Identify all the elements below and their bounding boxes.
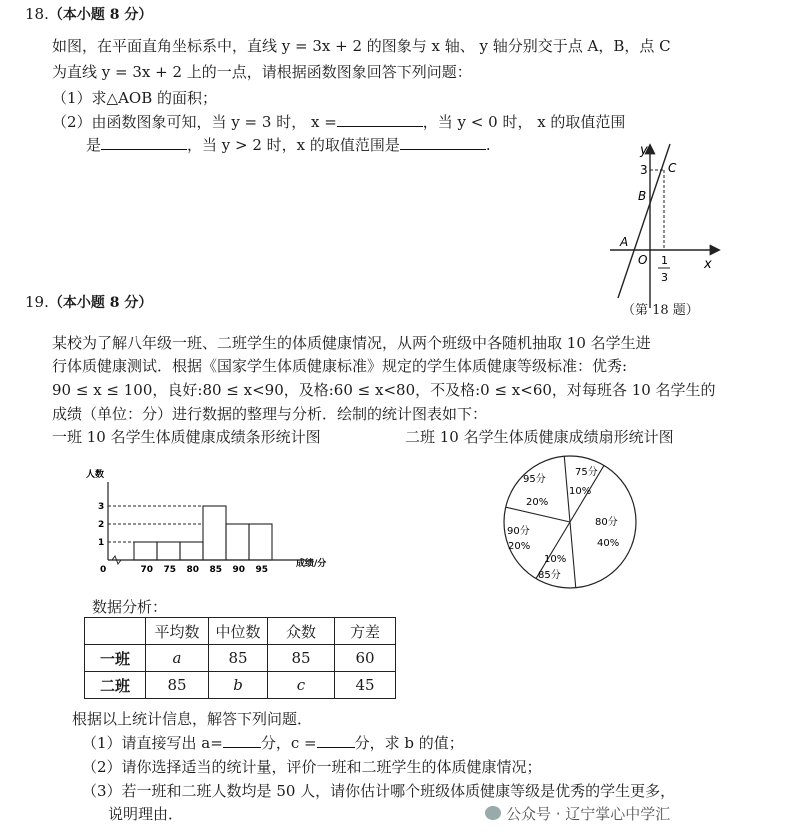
bar-xtick-95: 95 (255, 565, 269, 575)
pie-label-80: 80分 (595, 517, 618, 528)
frac-den: 3 (661, 271, 668, 284)
bar-xlabel: 成绩/分 (296, 559, 327, 569)
analysis-label: 数据分析： (92, 598, 168, 616)
wechat-icon (485, 806, 501, 820)
bar-xtick-70: 70 (140, 565, 154, 575)
bar-ytick-3: 3 (98, 502, 105, 512)
bar-80 (180, 542, 203, 560)
q19-p3: 90 ≤ x ≤ 100，良好:80 ≤ x<90，及格:60 ≤ x<80，不及格:0 ≤ x<60，对每班各 10 名学生的 (52, 381, 716, 399)
q19-number: 19.（本小题 8 分） (25, 293, 153, 311)
pie-divider-4 (506, 507, 570, 522)
bar-95 (249, 524, 272, 560)
table-cell: 85 (146, 672, 209, 699)
pie-pct-90: 20% (508, 541, 531, 552)
bar-xtick-75: 75 (163, 565, 177, 575)
stats-table (84, 617, 396, 699)
pie-pct-75: 10% (569, 486, 592, 497)
q18-figure (600, 138, 740, 318)
table-row-label: 二班 (85, 672, 146, 699)
q19-blank-c (317, 747, 355, 748)
bar-75 (157, 542, 180, 560)
watermark: 公众号 · 辽宁掌心中学汇 (485, 803, 670, 824)
table-cell: a (146, 645, 209, 672)
origin-label: O (638, 253, 648, 267)
table-header-cell: 中位数 (209, 618, 268, 645)
q18-blank-3 (400, 149, 486, 150)
q19-p2: 行体质健康测试．根据《国家学生体质健康标准》规定的学生体质健康等级标准：优秀: (52, 357, 628, 375)
table-header-cell: 平均数 (146, 618, 209, 645)
q18-blank-2 (101, 149, 187, 150)
pie-pct-95: 20% (526, 497, 549, 508)
pie-chart-title: 二班 10 名学生体质健康成绩扇形统计图 (405, 428, 674, 446)
bar-ytick-2: 2 (98, 520, 105, 530)
y-axis-label: y (640, 143, 648, 158)
bar-ytick-1: 1 (98, 538, 105, 548)
frac-num: 1 (661, 254, 668, 267)
bar-chart (78, 462, 378, 577)
table-row-label: 一班 (85, 645, 146, 672)
pie-label-85: 85分 (538, 570, 561, 581)
table-cell: c (268, 672, 335, 699)
bar-70 (134, 542, 157, 560)
q19-header: （本小题 8 分） (48, 295, 153, 311)
pie-chart (490, 452, 650, 592)
q19-blank-a (223, 747, 261, 748)
q18-line1: 如图，在平面直角坐标系中，直线 y = 3x + 2 的图象与 x 轴、 y 轴分别交于点 A，B，点 C (52, 37, 671, 55)
pie-label-90: 90分 (507, 526, 530, 537)
bar-ylabel: 人数 (86, 470, 105, 480)
bar-chart-title: 一班 10 名学生体质健康成绩条形统计图 (52, 428, 321, 446)
table-cell: 85 (268, 645, 335, 672)
q18-sub2-line1: （2）由函数图象可知，当 y = 3 时， x = ，当 y < 0 时， x 的取值范围 (52, 113, 626, 131)
point-a-label: A (620, 235, 629, 249)
pie-pct-80: 40% (597, 538, 620, 549)
pie-pct-85: 10% (544, 554, 567, 565)
point-b-label: B (638, 189, 647, 203)
bar-90 (226, 524, 249, 560)
q19-p4: 成绩（单位：分）进行数据的整理与分析．绘制的统计图表如下： (52, 405, 488, 423)
bar-ytick-0: 0 (100, 565, 107, 575)
point-c-label: C (668, 161, 677, 175)
pie-divider-2 (570, 522, 576, 588)
bar-xtick-80: 80 (186, 565, 200, 575)
table-cell: 60 (335, 645, 396, 672)
table-cell: 85 (209, 645, 268, 672)
q18-number: 18.（本小题 8 分） (25, 5, 153, 23)
table-header-cell: 众数 (268, 618, 335, 645)
q19-sub3: （3）若一班和二班人数均是 50 人，请你估计哪个班级体质健康等级是优秀的学生更多， (82, 782, 676, 800)
bar-xtick-85: 85 (209, 565, 223, 575)
q18-header: （本小题 8 分） (48, 7, 153, 23)
q19-intro: 根据以上统计信息，解答下列问题． (72, 710, 313, 728)
q19-p1: 某校为了解八年级一班、二班学生的体质健康情况，从两个班级中各随机抽取 10 名学生进 (52, 334, 651, 352)
table-header-row (85, 618, 396, 645)
table-cell: 45 (335, 672, 396, 699)
q19-sub3-cont: 说明理由． (108, 805, 184, 823)
q18-sub2-line2: 是 ，当 y > 2 时，x 的取值范围是 . (86, 136, 491, 154)
q18-figure-caption: （第 18 题） (622, 303, 699, 318)
table-header-cell: 方差 (335, 618, 396, 645)
x-axis-label: x (704, 257, 712, 272)
q19-sub2: （2）请你选择适当的统计量，评价一班和二班学生的体质健康情况； (82, 758, 542, 776)
table-cell: b (209, 672, 268, 699)
q18-sub1: （1）求△AOB 的面积； (52, 89, 218, 107)
pie-label-95: 95分 (523, 474, 546, 485)
pie-label-75: 75分 (575, 467, 598, 478)
q18-line2: 为直线 y = 3x + 2 上的一点，请根据函数图象回答下列问题： (52, 63, 472, 81)
q19-sub1: （1）请直接写出 a= 分，c = 分，求 b 的值； (82, 734, 464, 752)
table-row (85, 672, 396, 699)
q18-blank-1 (337, 126, 423, 127)
bar-85 (203, 506, 226, 560)
bar-xtick-90: 90 (232, 565, 246, 575)
tick-3: 3 (640, 163, 648, 177)
table-row (85, 645, 396, 672)
table-corner-cell (85, 618, 146, 645)
